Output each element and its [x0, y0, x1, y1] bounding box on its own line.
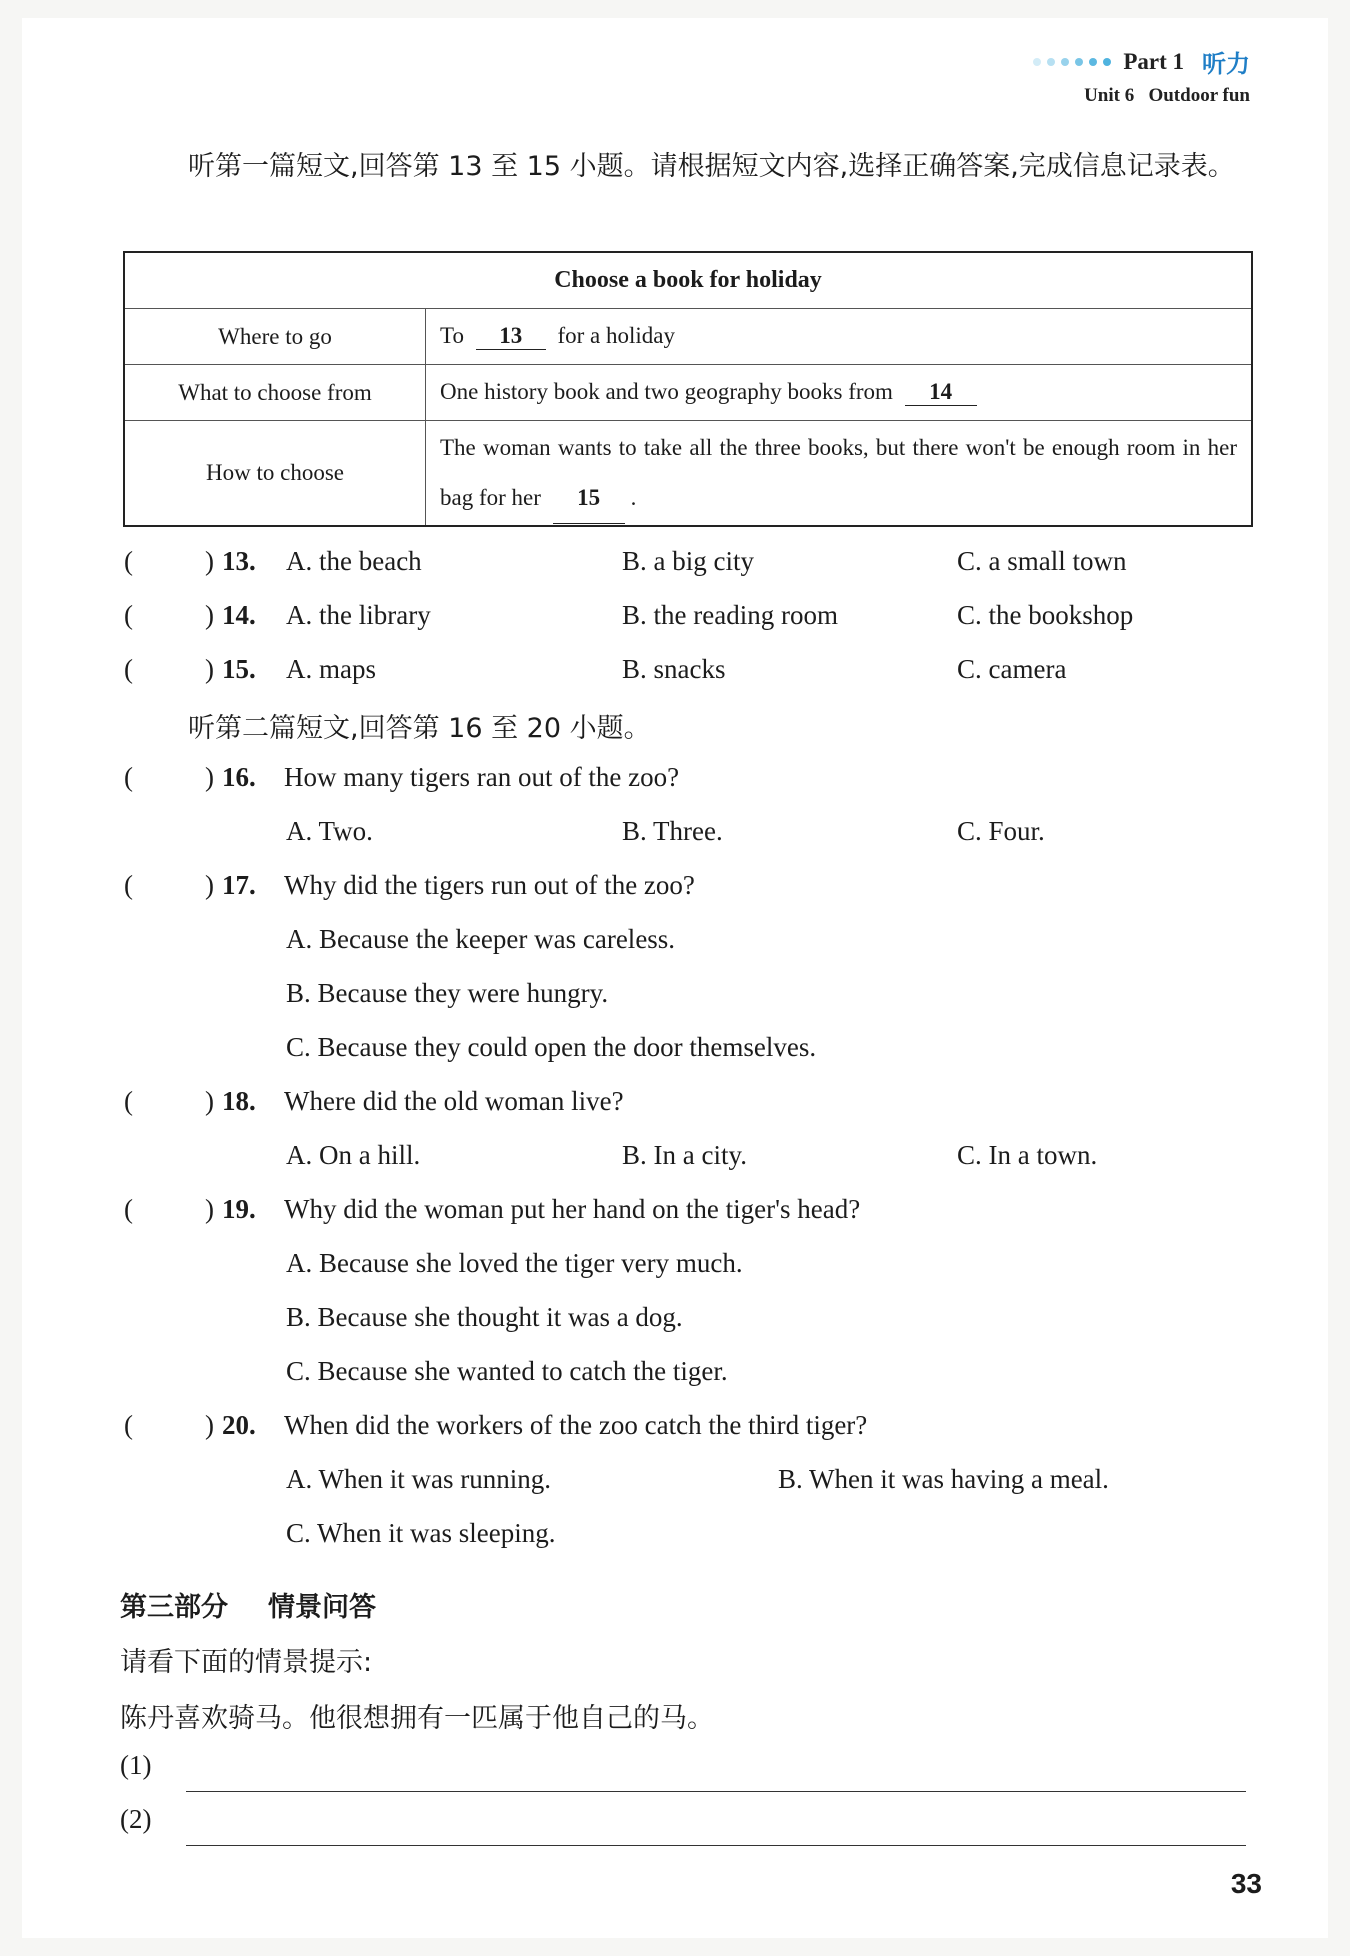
answer-paren-17[interactable]: (: [124, 870, 133, 900]
table-title: Choose a book for holiday: [124, 252, 1252, 309]
running-header: [1033, 44, 1250, 107]
question-number: 14.: [222, 600, 256, 630]
question-number: 15.: [222, 654, 256, 684]
option-b[interactable]: B. snacks: [622, 654, 726, 684]
option-c[interactable]: C. the bookshop: [957, 600, 1134, 630]
section-heading: [120, 1585, 416, 1624]
question-number: 13.: [222, 546, 256, 576]
option-b[interactable]: B. Because she thought it was a dog.: [286, 1302, 683, 1332]
option-b[interactable]: B. Three.: [622, 816, 723, 846]
answer-paren-18[interactable]: (: [124, 1086, 133, 1116]
option-b[interactable]: B. When it was having a meal.: [778, 1464, 1109, 1494]
option-c[interactable]: C. a small town: [957, 546, 1127, 576]
question-number: 18.: [222, 1086, 256, 1116]
answer-paren-14[interactable]: (: [124, 600, 133, 630]
answer-paren-15[interactable]: (: [124, 654, 133, 684]
answer-line-1[interactable]: [186, 1790, 1246, 1792]
answer-paren-13[interactable]: (: [124, 546, 133, 576]
answer-label-1: (1): [120, 1750, 152, 1780]
row-label: What to choose from: [124, 365, 426, 421]
answer-label-2: (2): [120, 1804, 152, 1834]
instruction-text-2: 听第二篇短文,回答第 16 至 20 小题。: [188, 713, 651, 744]
paren-close: ): [205, 1410, 214, 1440]
option-c[interactable]: C. Because she wanted to catch the tiger.: [286, 1356, 728, 1386]
row-text: One history book and two geography books from: [440, 379, 893, 404]
option-c[interactable]: C. Four.: [957, 816, 1045, 846]
option-a[interactable]: A. the beach: [286, 546, 422, 576]
question-number: 17.: [222, 870, 256, 900]
option-c[interactable]: C. In a town.: [957, 1140, 1098, 1170]
answer-blank-13[interactable]: 13: [476, 323, 546, 350]
table-row: [124, 421, 1252, 527]
row-label: Where to go: [124, 309, 426, 365]
question-stem: Why did the tigers run out of the zoo?: [284, 870, 695, 900]
option-a[interactable]: A. On a hill.: [286, 1140, 421, 1170]
row-label: How to choose: [124, 421, 426, 527]
section-number: 第三部分: [120, 1592, 228, 1623]
row-content: [426, 309, 1253, 365]
option-a[interactable]: A. When it was running.: [286, 1464, 551, 1494]
answer-paren-16[interactable]: (: [124, 762, 133, 792]
section-title: 情景问答: [268, 1592, 376, 1623]
answer-paren-20[interactable]: (: [124, 1410, 133, 1440]
answer-blank-14[interactable]: 14: [905, 379, 977, 406]
option-c[interactable]: C. Because they could open the door themselves.: [286, 1032, 817, 1062]
paren-close: ): [205, 546, 214, 576]
option-b[interactable]: B. the reading room: [622, 600, 838, 630]
option-b[interactable]: B. a big city: [622, 546, 754, 576]
question-stem: When did the workers of the zoo catch the third tiger?: [284, 1410, 868, 1440]
question-stem: Where did the old woman live?: [284, 1086, 624, 1116]
question-number: 20.: [222, 1410, 256, 1440]
option-a[interactable]: A. Two.: [286, 816, 373, 846]
question-stem: How many tigers ran out of the zoo?: [284, 762, 680, 792]
section-label: 听力: [1202, 50, 1250, 78]
paren-close: ): [205, 654, 214, 684]
row-text: To: [440, 323, 464, 348]
paren-close: ): [205, 600, 214, 630]
row-text: The woman wants to take all the three books, but there won't be enough room in her bag for her: [440, 434, 1237, 510]
scenario-text: 陈丹喜欢骑马。他很想拥有一匹属于他自己的马。: [120, 1703, 714, 1734]
option-c[interactable]: C. When it was sleeping.: [286, 1518, 556, 1548]
unit-label: Unit 6 Outdoor fun: [1084, 85, 1250, 106]
decorative-dots-icon: [1033, 58, 1111, 66]
option-a[interactable]: A. maps: [286, 654, 376, 684]
question-number: 19.: [222, 1194, 256, 1224]
option-b[interactable]: B. Because they were hungry.: [286, 978, 609, 1008]
answer-line-2[interactable]: [186, 1844, 1246, 1846]
table-row: [124, 309, 1252, 365]
table-row: [124, 365, 1252, 421]
paren-close: ): [205, 1086, 214, 1116]
question-stem: Why did the woman put her hand on the tiger's head?: [284, 1194, 861, 1224]
option-b[interactable]: B. In a city.: [622, 1140, 747, 1170]
row-text: .: [630, 484, 637, 510]
option-a[interactable]: A. Because she loved the tiger very much.: [286, 1248, 743, 1278]
answer-blank-15[interactable]: 15: [553, 473, 625, 524]
paren-close: ): [205, 762, 214, 792]
info-record-table: [123, 251, 1253, 527]
answer-paren-19[interactable]: (: [124, 1194, 133, 1224]
page-number: 33: [1230, 1868, 1262, 1899]
question-number: 16.: [222, 762, 256, 792]
row-content: [426, 421, 1253, 527]
paren-close: ): [205, 1194, 214, 1224]
scenario-prompt: 请看下面的情景提示:: [120, 1647, 373, 1678]
paren-close: ): [205, 870, 214, 900]
part-label: Part 1: [1123, 48, 1184, 74]
row-content: [426, 365, 1253, 421]
option-c[interactable]: C. camera: [957, 654, 1067, 684]
option-a[interactable]: A. the library: [286, 600, 431, 630]
option-a[interactable]: A. Because the keeper was careless.: [286, 924, 676, 954]
instruction-text: 听第一篇短文,回答第 13 至 15 小题。请根据短文内容,选择正确答案,完成信息记录表。: [188, 151, 1235, 182]
row-text: for a holiday: [557, 323, 675, 348]
